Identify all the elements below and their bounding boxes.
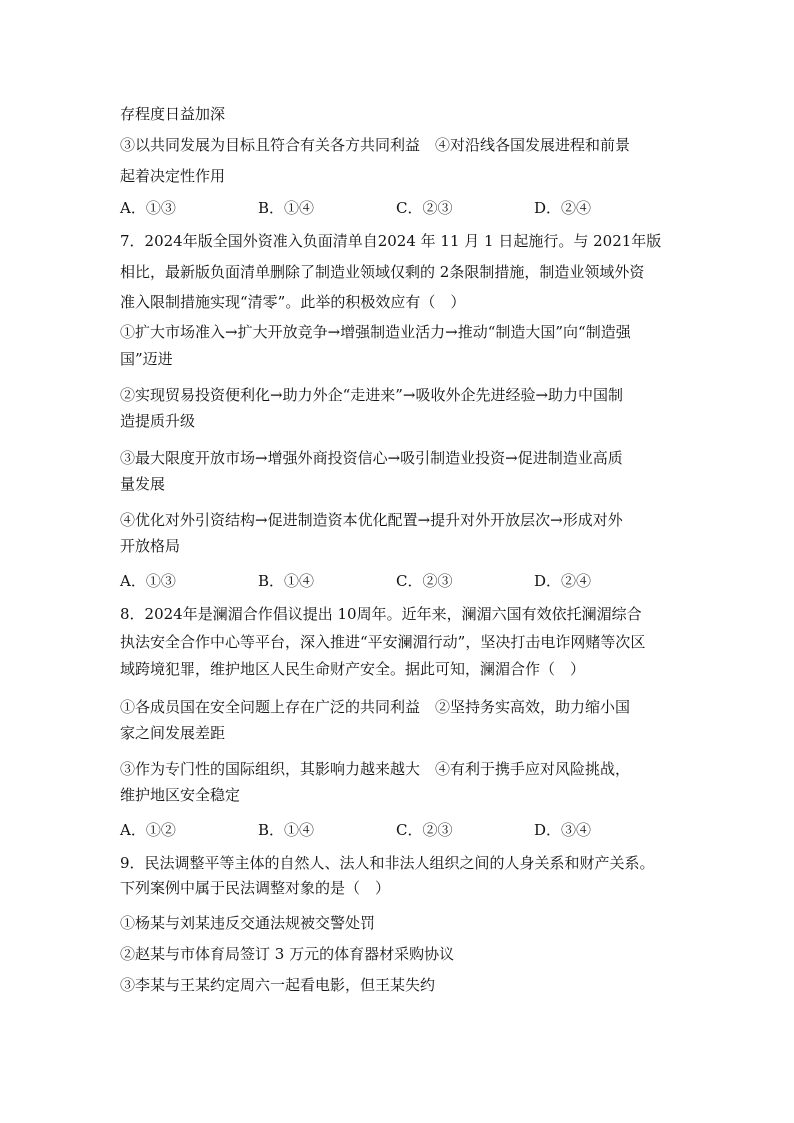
q9-item-3: ③李某与王某约定周六一起看电影，但王某失约 bbox=[120, 976, 436, 994]
q7-item-1: 国”迈进 bbox=[120, 350, 173, 368]
q7-stem-line: 相比，最新版负面清单删除了制造业领域仅剩的 2条限制措施，制造业领域外资 bbox=[120, 263, 645, 281]
q7-item-3: 量发展 bbox=[120, 475, 166, 493]
q7-item-2: ②实现贸易投资便利化→助力外企“走进来”→吸收外企先进经验→助力中国制 bbox=[120, 386, 624, 404]
q7-option-d: D．②④ bbox=[534, 572, 592, 590]
q9-item-2: ②赵某与市体育局签订 3 万元的体育器材采购协议 bbox=[120, 945, 455, 963]
q7-option-b: B．①④ bbox=[258, 572, 315, 590]
q7-stem-line: 7．2024年版全国外资准入负面清单自2024 年 11 月 1 日起施行。与 2021年版 bbox=[120, 232, 662, 250]
q7-item-4: ④优化对外引资结构→促进制造资本优化配置→提升对外开放层次→形成对外 bbox=[120, 511, 623, 529]
q6-text-line: ③以共同发展为目标且符合有关各方共同利益 ④对沿线各国发展进程和前景 bbox=[120, 136, 631, 154]
q6-option-d: D．②④ bbox=[534, 199, 592, 217]
q7-item-1: ①扩大市场准入→扩大开放竞争→增强制造业活力→推动“制造大国”向“制造强 bbox=[120, 323, 631, 341]
q8-items-3-4: 维护地区安全稳定 bbox=[120, 786, 241, 804]
q9-stem-line: 9．民法调整平等主体的自然人、法人和非法人组织之间的人身关系和财产关系。 bbox=[120, 854, 655, 872]
q6-option-c: C．②③ bbox=[396, 199, 453, 217]
q6-option-a: A．①③ bbox=[120, 199, 176, 217]
q6-text-line: 存程度日益加深 bbox=[120, 105, 226, 123]
q8-stem-line: 域跨境犯罪，维护地区人民生命财产安全。据此可知，澜湄合作（ ） bbox=[120, 660, 586, 678]
q6-option-b: B．①④ bbox=[258, 199, 315, 217]
q8-stem-line: 执法安全合作中心等平台，深入推进“平安澜湄行动”，坚决打击电诈网赌等次区 bbox=[120, 633, 646, 651]
q8-option-a: A．①② bbox=[120, 821, 176, 839]
q7-item-2: 造提质升级 bbox=[120, 412, 196, 430]
q7-item-3: ③最大限度开放市场→增强外商投资信心→吸引制造业投资→促进制造业高质 bbox=[120, 449, 623, 467]
q8-stem-line: 8．2024年是澜湄合作倡议提出 10周年。近年来，澜湄六国有效依托澜湄综合 bbox=[120, 605, 642, 623]
q8-items-1-2: ①各成员国在安全问题上存在广泛的共同利益 ②坚持务实高效，助力缩小国 bbox=[120, 698, 631, 716]
q8-items-1-2: 家之间发展差距 bbox=[120, 724, 226, 742]
q8-option-c: C．②③ bbox=[396, 821, 453, 839]
q8-option-b: B．①④ bbox=[258, 821, 315, 839]
q7-option-c: C．②③ bbox=[396, 572, 453, 590]
q7-stem-line: 准入限制措施实现“清零”。此举的积极效应有（ ） bbox=[120, 293, 466, 311]
q9-stem-line: 下列案例中属于民法调整对象的是（ ） bbox=[120, 879, 391, 897]
q6-text-line: 起着决定性作用 bbox=[120, 167, 226, 185]
q7-option-a: A．①③ bbox=[120, 572, 176, 590]
q9-item-1: ①杨某与刘某违反交通法规被交警处罚 bbox=[120, 914, 376, 932]
q7-item-4: 开放格局 bbox=[120, 537, 181, 555]
q8-items-3-4: ③作为专门性的国际组织，其影响力越来越大 ④有利于携手应对风险挑战， bbox=[120, 760, 631, 778]
q8-option-d: D．③④ bbox=[534, 821, 592, 839]
